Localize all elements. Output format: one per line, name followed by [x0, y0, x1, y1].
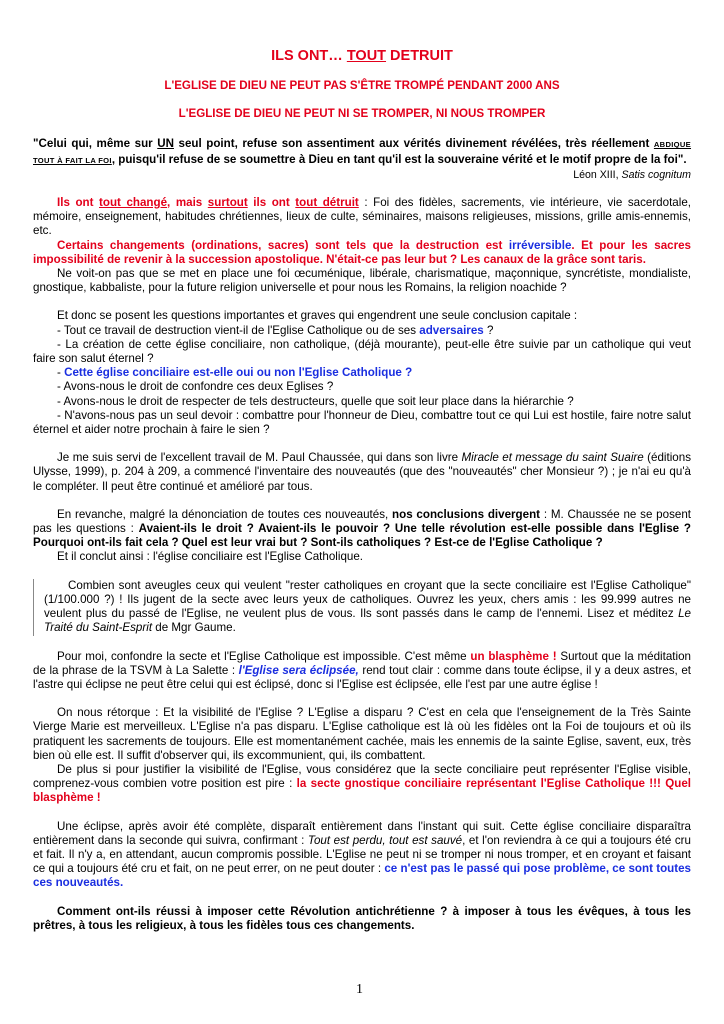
p8-text: de Mgr Gaume.	[152, 621, 236, 635]
p12-text: , et l'on reviendra à ce qui a toujours été cru et fait. Il n'y a, en attendant, aucun compromis possible. L'Eglise ne peut ni se tromper ni nous tromper, et en croyant et faisant ce qui a toujours été cru et fait, on ne peut errer, on ne peut douter :	[33, 833, 691, 876]
page-number: 1	[356, 982, 363, 997]
p1-red: Ils ont	[57, 196, 100, 210]
p6-bold: nos conclusions divergent	[392, 507, 541, 521]
p9-text: rend tout clair : comme dans toute éclipse, il y a deux astres, et l'astre qui éclipse ne peut être celui qui est éclipsé, donc si l'Eglise est éclipsée, elle l'est par une autre église !	[33, 663, 692, 691]
quote-attribution	[33, 168, 691, 182]
paragraph-9	[33, 650, 691, 693]
p12-text: Une éclipse, après avoir été complète, disparaît entièrement dans l'instant qui suit. Cette église conciliaire disparaîtra entièrement dans la seconde qui suivra, confirmant :	[33, 819, 691, 847]
paragraph-5	[33, 451, 691, 494]
p2-red: Certains changements (ordinations, sacres) sont tels que la destruction est	[57, 238, 509, 252]
paragraph-4: Et donc se posent les questions importantes et graves qui engendrent une seule conclusion capitale :	[57, 309, 578, 323]
quote-smallcaps: ABDIQUE TOUT À FAIT LA FOI	[33, 140, 692, 165]
p5-book-title: Miracle et message du saint Suaire	[461, 451, 644, 465]
p11-text: De plus si pour justifier la visibilité de l'Eglise, vous considérez que la secte conciliaire peut représenter l'Eglise visible, comprenez-vous combien votre position est pire :	[33, 762, 691, 791]
p5-text: Je me suis servi de l'excellent travail de M. Paul Chaussée, qui dans son livre	[57, 451, 462, 465]
p1-text: :	[358, 196, 374, 210]
p12-italic: Tout est perdu, tout est sauvé	[307, 833, 463, 847]
paragraph-13: Comment ont-ils réussi à imposer cette Révolution antichrétienne ? à imposer à tous les évêques, à tous les prêtres, à tous les religieux, à tous les fidèles tous ces changements.	[33, 904, 691, 932]
p5-text: (éditions Ulysse, 1999), p. 204 à 209, a commencé l'inventaire des nouveautés (que des "nouveautés" cher Monsieur ?) ; je n'ai eu qu'à le compléter. Il peut être continué et amélioré par tous.	[33, 451, 691, 493]
p1-red: ils ont	[247, 196, 296, 210]
title-underlined-word: TOUT	[346, 48, 387, 64]
p1-red-underlined: tout détruit	[295, 196, 359, 210]
p6-text: En revanche, malgré la dénonciation de toutes ces nouveautés,	[57, 507, 393, 521]
subtitle-2: L'EGLISE DE DIEU NE PEUT NI SE TROMPER, NI NOUS TROMPER	[178, 107, 546, 121]
question-1	[33, 324, 691, 338]
q1-text: ?	[483, 323, 494, 337]
q1-text: - Tout ce travail de destruction vient-il de l'Eglise Catholique ou de ses	[57, 323, 420, 337]
paragraph-6	[33, 508, 691, 551]
quote-text: seul point, refuse son assentiment aux vérités divinement révélées, très réellement	[173, 137, 654, 151]
question-6: - N'avons-nous pas un seul devoir : combattre pour l'honneur de Dieu, combattre tout ce qui Lui est hostile, faire notre salut éternel et aider notre prochain à faire le sien ?	[33, 408, 691, 437]
paragraph-3: Ne voit-on pas que se met en place une foi œcuménique, libérale, charismatique, maçonnique, syncrétiste, mondialiste, gnostique, kabbaliste, pour la future religion universelle et pour nous les Romains, la religion noachide ?	[33, 267, 691, 295]
p6-bold: Avaient-ils le droit ? Avaient-ils le pouvoir ? Une telle révolution est-elle possible dans l'Eglise ? Pourquoi ont-ils fait cela ? Quel est leur vrai but ? Sont-ils catholiques ? Est-ce de l'Eglise Catholique ?	[33, 522, 691, 550]
quote-leon-xiii	[33, 137, 691, 167]
p9-text: Pour moi, confondre la secte et l'Eglise Catholique est impossible. C'est même	[57, 649, 471, 663]
paragraph-8	[44, 579, 691, 636]
page-title	[33, 48, 691, 65]
paragraph-11	[33, 763, 691, 806]
p11-red: la secte gnostique conciliaire représentant l'Eglise Catholique !!! Quel blasphème !	[33, 777, 691, 805]
subtitle-1: L'EGLISE DE DIEU NE PEUT PAS S'ÊTRE TROMPÉ PENDANT 2000 ANS	[164, 79, 560, 92]
p6-text: : M. Chaussée ne se posent pas les questions :	[33, 507, 691, 536]
paragraph-10: On nous rétorque : Et la visibilité de l'Eglise ? L'Eglise a disparu ? C'est en cela que l'enseignement de la Très Sainte Vierge Marie est merveilleux. L'Eglise n'a pas disparu. L'Eglise catholique est là où les fidèles ont la Foi de toujours et où ils pratiquent les sacrements de toujours. Elle est momentanément cachée, mais les ennemis de la sainte Eglise, savent, eux, très bien où elle est. Il suffit d'observer qui, ils excommunient, qui, ils combattent.	[33, 706, 691, 762]
quote-text: "Celui qui, même sur	[33, 137, 158, 151]
p1-red: , mais	[167, 196, 208, 210]
p9-blue-italic: l'Eglise sera éclipsée,	[238, 663, 359, 677]
p2-red: . Et pour les sacres impossibilité de revenir à la succession apostolique. N'était-ce pas leur but ? Les canaux de la grâce sont taris.	[33, 238, 691, 266]
attribution-author: Léon XIII,	[573, 168, 622, 181]
p1-text: Foi des fidèles, sacrements, vie intérieure, vie sacerdotale, mémoire, enseignement, habitudes chrétiennes, lieux de culte, séminaires, maisons religieuses, missions, grille amis-ennemis, etc.	[33, 196, 691, 238]
p12-blue: ce n'est pas le passé qui pose problème, ce sont toutes ces nouveautés.	[33, 862, 691, 890]
p1-red-underlined: tout changé	[99, 196, 168, 210]
paragraph-12	[33, 820, 691, 891]
q1-blue: adversaires	[419, 323, 484, 337]
p1-red-underlined: surtout	[207, 196, 248, 210]
paragraph-1	[33, 196, 691, 239]
document-page	[33, 48, 691, 933]
question-3	[33, 366, 691, 380]
title-part: ILS ONT…	[271, 48, 347, 64]
p8-book-title: Le Traité du Saint-Esprit	[44, 607, 691, 635]
paragraph-2	[33, 239, 691, 267]
title-part: DETRUIT	[386, 48, 453, 64]
quote-text: , puisqu'il refuse de se soumettre à Dieu en tant qu'il est la souveraine vérité et le motif propre de la foi".	[111, 152, 687, 166]
quote-underlined-un: UN	[157, 137, 174, 151]
q3-blue: Cette église conciliaire est-elle oui ou non l'Eglise Catholique ?	[64, 366, 413, 380]
paragraph-7: Et il conclut ainsi : l'église conciliaire est l'Eglise Catholique.	[57, 550, 364, 564]
quote-block	[33, 579, 691, 636]
attribution-work: Satis cognitum	[621, 168, 691, 181]
p8-text: Combien sont aveugles ceux qui veulent "rester catholiques en croyant que la secte conciliaire est l'Eglise Catholique" (1/100.000 ?) ! Ils jugent de la secte avec leurs yeux de catholiques. Ouvrez les yeux, chers amis : les 99.999 autres ne veulent plus du passé de l'Eglise, ne veulent plus de vous. Ils sont passés dans le camp de l'ennemi. Lisez et méditez	[44, 578, 691, 621]
question-2: - La création de cette église conciliaire, non catholique, (déjà mourante), peut-elle être suivie par un catholique qui veut faire son salut éternel ?	[33, 337, 691, 366]
p9-text: Surtout que la méditation de la phrase de la TSVM à La Salette :	[33, 649, 691, 677]
p2-blue: irréversible	[508, 238, 572, 252]
question-4: - Avons-nous le droit de confondre ces deux Eglises ?	[57, 380, 334, 394]
q3-dash: -	[57, 366, 65, 380]
p9-red: un blasphème !	[470, 649, 557, 663]
question-5: - Avons-nous le droit de respecter de tels destructeurs, quelle que soit leur place dans la hiérarchie ?	[57, 394, 574, 408]
